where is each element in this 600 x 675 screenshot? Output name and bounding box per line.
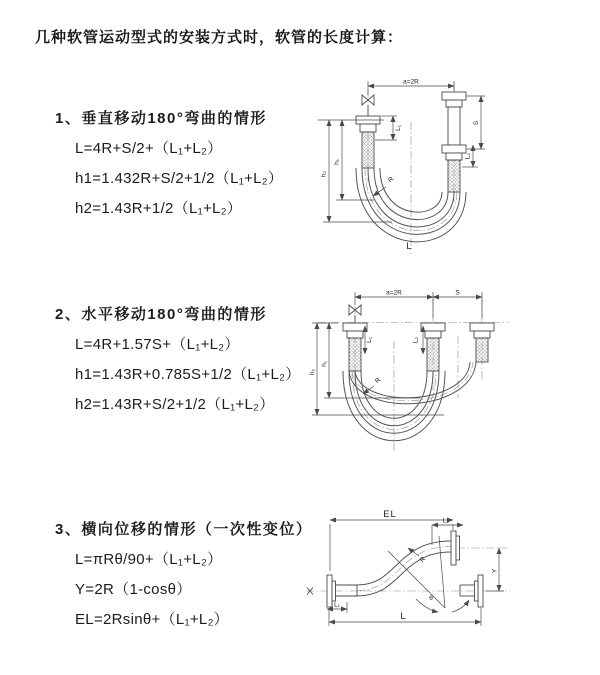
dim-label-r: R: [386, 175, 396, 185]
flange: [332, 581, 336, 601]
formula-line: EL=2Rsinθ+（L₁+L₂）: [75, 611, 229, 628]
diagram-lateral-displacement: [300, 505, 592, 650]
hose-u-bend-shallow: [349, 362, 476, 404]
formula-line: h2=1.43R+1/2（L₁+L₂）: [75, 200, 243, 217]
flange: [446, 100, 462, 107]
dim-label-s: S: [455, 289, 460, 297]
dim-label-l1: L₁: [395, 125, 402, 131]
dim-label-l1: L₁: [334, 601, 340, 609]
flange: [421, 323, 445, 331]
dim-label-y: Y: [491, 568, 499, 574]
left-pipe-assembly: [356, 95, 380, 168]
flange: [442, 92, 466, 100]
left-pipe-assembly: [343, 305, 367, 371]
dim-label-r: R: [418, 555, 428, 565]
dimensions: [327, 509, 504, 626]
upper-right-flange-assembly: [451, 531, 460, 565]
diagram-vertical-180-bend: [312, 70, 584, 258]
flange: [478, 575, 483, 607]
flange: [442, 145, 466, 153]
page-title: 几种软管运动型式的安装方式时，软管的长度计算：: [35, 29, 404, 46]
formula-line: L=4R+S/2+（L₁+L₂）: [75, 140, 223, 157]
dim-label-a2r: a=2R: [386, 289, 402, 297]
dim-label-el: EL: [383, 509, 397, 520]
dim-label-l: L: [400, 611, 406, 622]
braided-hose: [427, 338, 439, 371]
dim-label-a2r: a=2R: [403, 78, 419, 86]
formula-line: L=πRθ/90+（L₁+L₂）: [75, 551, 223, 568]
dim-label-theta: θ: [429, 595, 433, 602]
right-pipe-assembly: [442, 92, 466, 192]
section-heading: 3、横向位移的情形（一次性变位）: [55, 521, 313, 538]
flange: [425, 331, 441, 338]
section-vertical-180: [55, 104, 283, 224]
hose-s-curve: [357, 541, 451, 596]
braided-hose: [476, 338, 488, 362]
flange: [451, 531, 456, 565]
flange: [475, 581, 479, 601]
dim-label-l1: L₁: [366, 337, 373, 343]
formula-line: h2=1.43R+S/2+1/2（L₁+L₂）: [75, 396, 275, 413]
flange: [470, 323, 494, 331]
dim-label-h1: h₁: [333, 159, 341, 165]
flange: [343, 323, 367, 331]
dim-label-h2: h₂: [309, 368, 316, 376]
flange: [456, 536, 460, 560]
formula-line: h1=1.432R+S/2+1/2（L₁+L₂）: [75, 170, 284, 187]
section-heading: 1、垂直移动180°弯曲的情形: [55, 110, 267, 127]
dim-label-s: S: [473, 120, 480, 126]
flange: [474, 331, 490, 338]
right-pipe-assembly: [470, 323, 494, 362]
formula-line: h1=1.43R+0.785S+1/2（L₁+L₂）: [75, 366, 301, 383]
braided-hose: [349, 338, 361, 371]
braided-hose: [362, 132, 374, 168]
section-heading: 2、水平移动180°弯曲的情形: [55, 306, 267, 323]
flange: [360, 124, 376, 132]
dim-label-h2: h₂: [320, 170, 328, 178]
dim-label-l2: L₂: [464, 152, 472, 160]
braided-hose: [448, 160, 460, 192]
dimensions: [309, 290, 482, 416]
dim-label-h1: h₁: [321, 361, 328, 367]
formula-line: Y=2R（1-cosθ）: [75, 581, 192, 598]
flange: [327, 575, 332, 607]
formula-line: L=4R+1.57S+（L₁+L₂）: [75, 336, 240, 353]
dim-label-l: L: [406, 241, 412, 252]
dim-label-l2: L₂: [442, 517, 450, 525]
flange: [347, 331, 363, 338]
section-lateral-displacement: [55, 515, 312, 635]
dim-label-r: R: [373, 376, 383, 386]
dim-label-l2: L₂: [412, 336, 420, 344]
middle-pipe-assembly: [421, 323, 445, 371]
diagram-horizontal-180-bend: [308, 286, 590, 464]
section-horizontal-180: [55, 300, 301, 420]
flange: [446, 153, 462, 160]
